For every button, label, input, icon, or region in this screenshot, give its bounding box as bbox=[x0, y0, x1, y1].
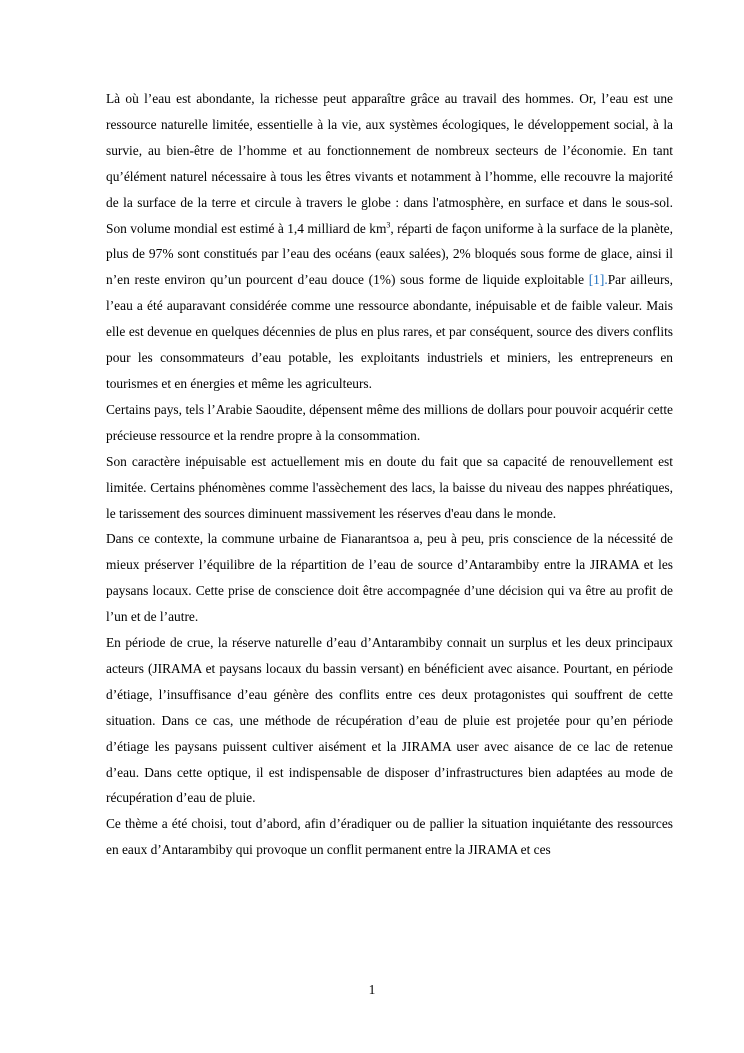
citation-reference-link[interactable]: [1]. bbox=[588, 272, 608, 288]
paragraph-renewal: Son caractère inépuisable est actuellement mis en doute du fait que sa capacité de renouvellement est limitée. Certains phénomènes comme l'assèchement des lacs, la baisse du niveau des nappes phréatiques, le tarissement des sources diminuent massivement les réserves d'eau dans le monde. bbox=[106, 453, 673, 521]
superscript-cubed: 3 bbox=[386, 220, 391, 230]
paragraph-flood-period: En période de crue, la réserve naturelle d’eau d’Antarambiby connait un surplus et les deux principaux acteurs (JIRAMA et paysans locaux du bassin versant) en bénéficient avec aisance. Pourtant, en période d’étiage, l’insuffisance d’eau génère des conflits entre ces deux protagonistes qui souffrent de cette situation. Dans ce cas, une méthode de récupération d’eau de pluie est projetée pour qu’en période d’étiage les paysans puissent cultiver aisément et la JIRAMA user avec aisance de ce lac de retenue d’eau. Dans cette optique, il est indispensable de disposer d’infrastructures bien adaptées au mode de récupération d’eau de pluie. bbox=[106, 635, 673, 806]
paragraph-theme-choice: Ce thème a été choisi, tout d’abord, afin d’éradiquer ou de pallier la situation inquiétante des ressources en eaux d’Antarambiby qui provoque un conflit permanent entre la JIRAMA et ces bbox=[106, 816, 673, 858]
paragraph-context: Dans ce contexte, la commune urbaine de Fianarantsoa a, peu à peu, pris conscience de la nécessité de mieux préserver l’équilibre de la répartition de l’eau de source d’Antarambiby entre la JIRAMA et les paysans locaux. Cette prise de conscience doit être accompagnée d’une décision qui va être au profit de l’un et de l’autre. bbox=[106, 531, 673, 625]
paragraph-saudi-arabia: Certains pays, tels l’Arabie Saoudite, dépensent même des millions de dollars pour pouvoir acquérir cette précieuse ressource et la rendre propre à la consommation. bbox=[106, 401, 673, 443]
paragraph-intro bbox=[106, 86, 673, 397]
page-number: 1 bbox=[368, 982, 376, 997]
paragraph-intro-text-before: Là où l’eau est abondante, la richesse peut apparaître grâce au travail des hommes. Or, l’eau est une ressource naturelle limitée, essentielle à la vie, aux systèmes écologiques, le développement social, à la survie, au bien-être de l’homme et au fonctionnement de nombreux secteurs de l’économie. En tant qu’élément naturel nécessaire à tous les êtres vivants et notamment à l’homme, elle recouvre la majorité de la surface de la terre et circule à travers le globe : dans l'atmosphère, en surface et dans le sous-sol. Son volume mondial est estimé à 1,4 milliard de km bbox=[106, 91, 673, 236]
paragraph-intro-text-middle: , réparti de façon uniforme à la surface de la planète, plus de 97% sont constitués par l’eau des océans (eaux salées), 2% bloqués sous forme de glace, ainsi il n’en reste environ qu’un pourcent d’eau douce (1%) sous forme de liquide exploitable bbox=[106, 220, 673, 288]
document-body bbox=[106, 86, 673, 863]
paragraph-intro-text-after: Par ailleurs, l’eau a été auparavant considérée comme une ressource abondante, inépuisable et de faible valeur. Mais elle est devenue en quelques décennies de plus en plus rares, et par conséquent, source des divers conflits pour les consommateurs d’eau potable, les exploitants industriels et miniers, les entrepreneurs en tourismes et en énergies et même les agriculteurs. bbox=[106, 272, 673, 391]
